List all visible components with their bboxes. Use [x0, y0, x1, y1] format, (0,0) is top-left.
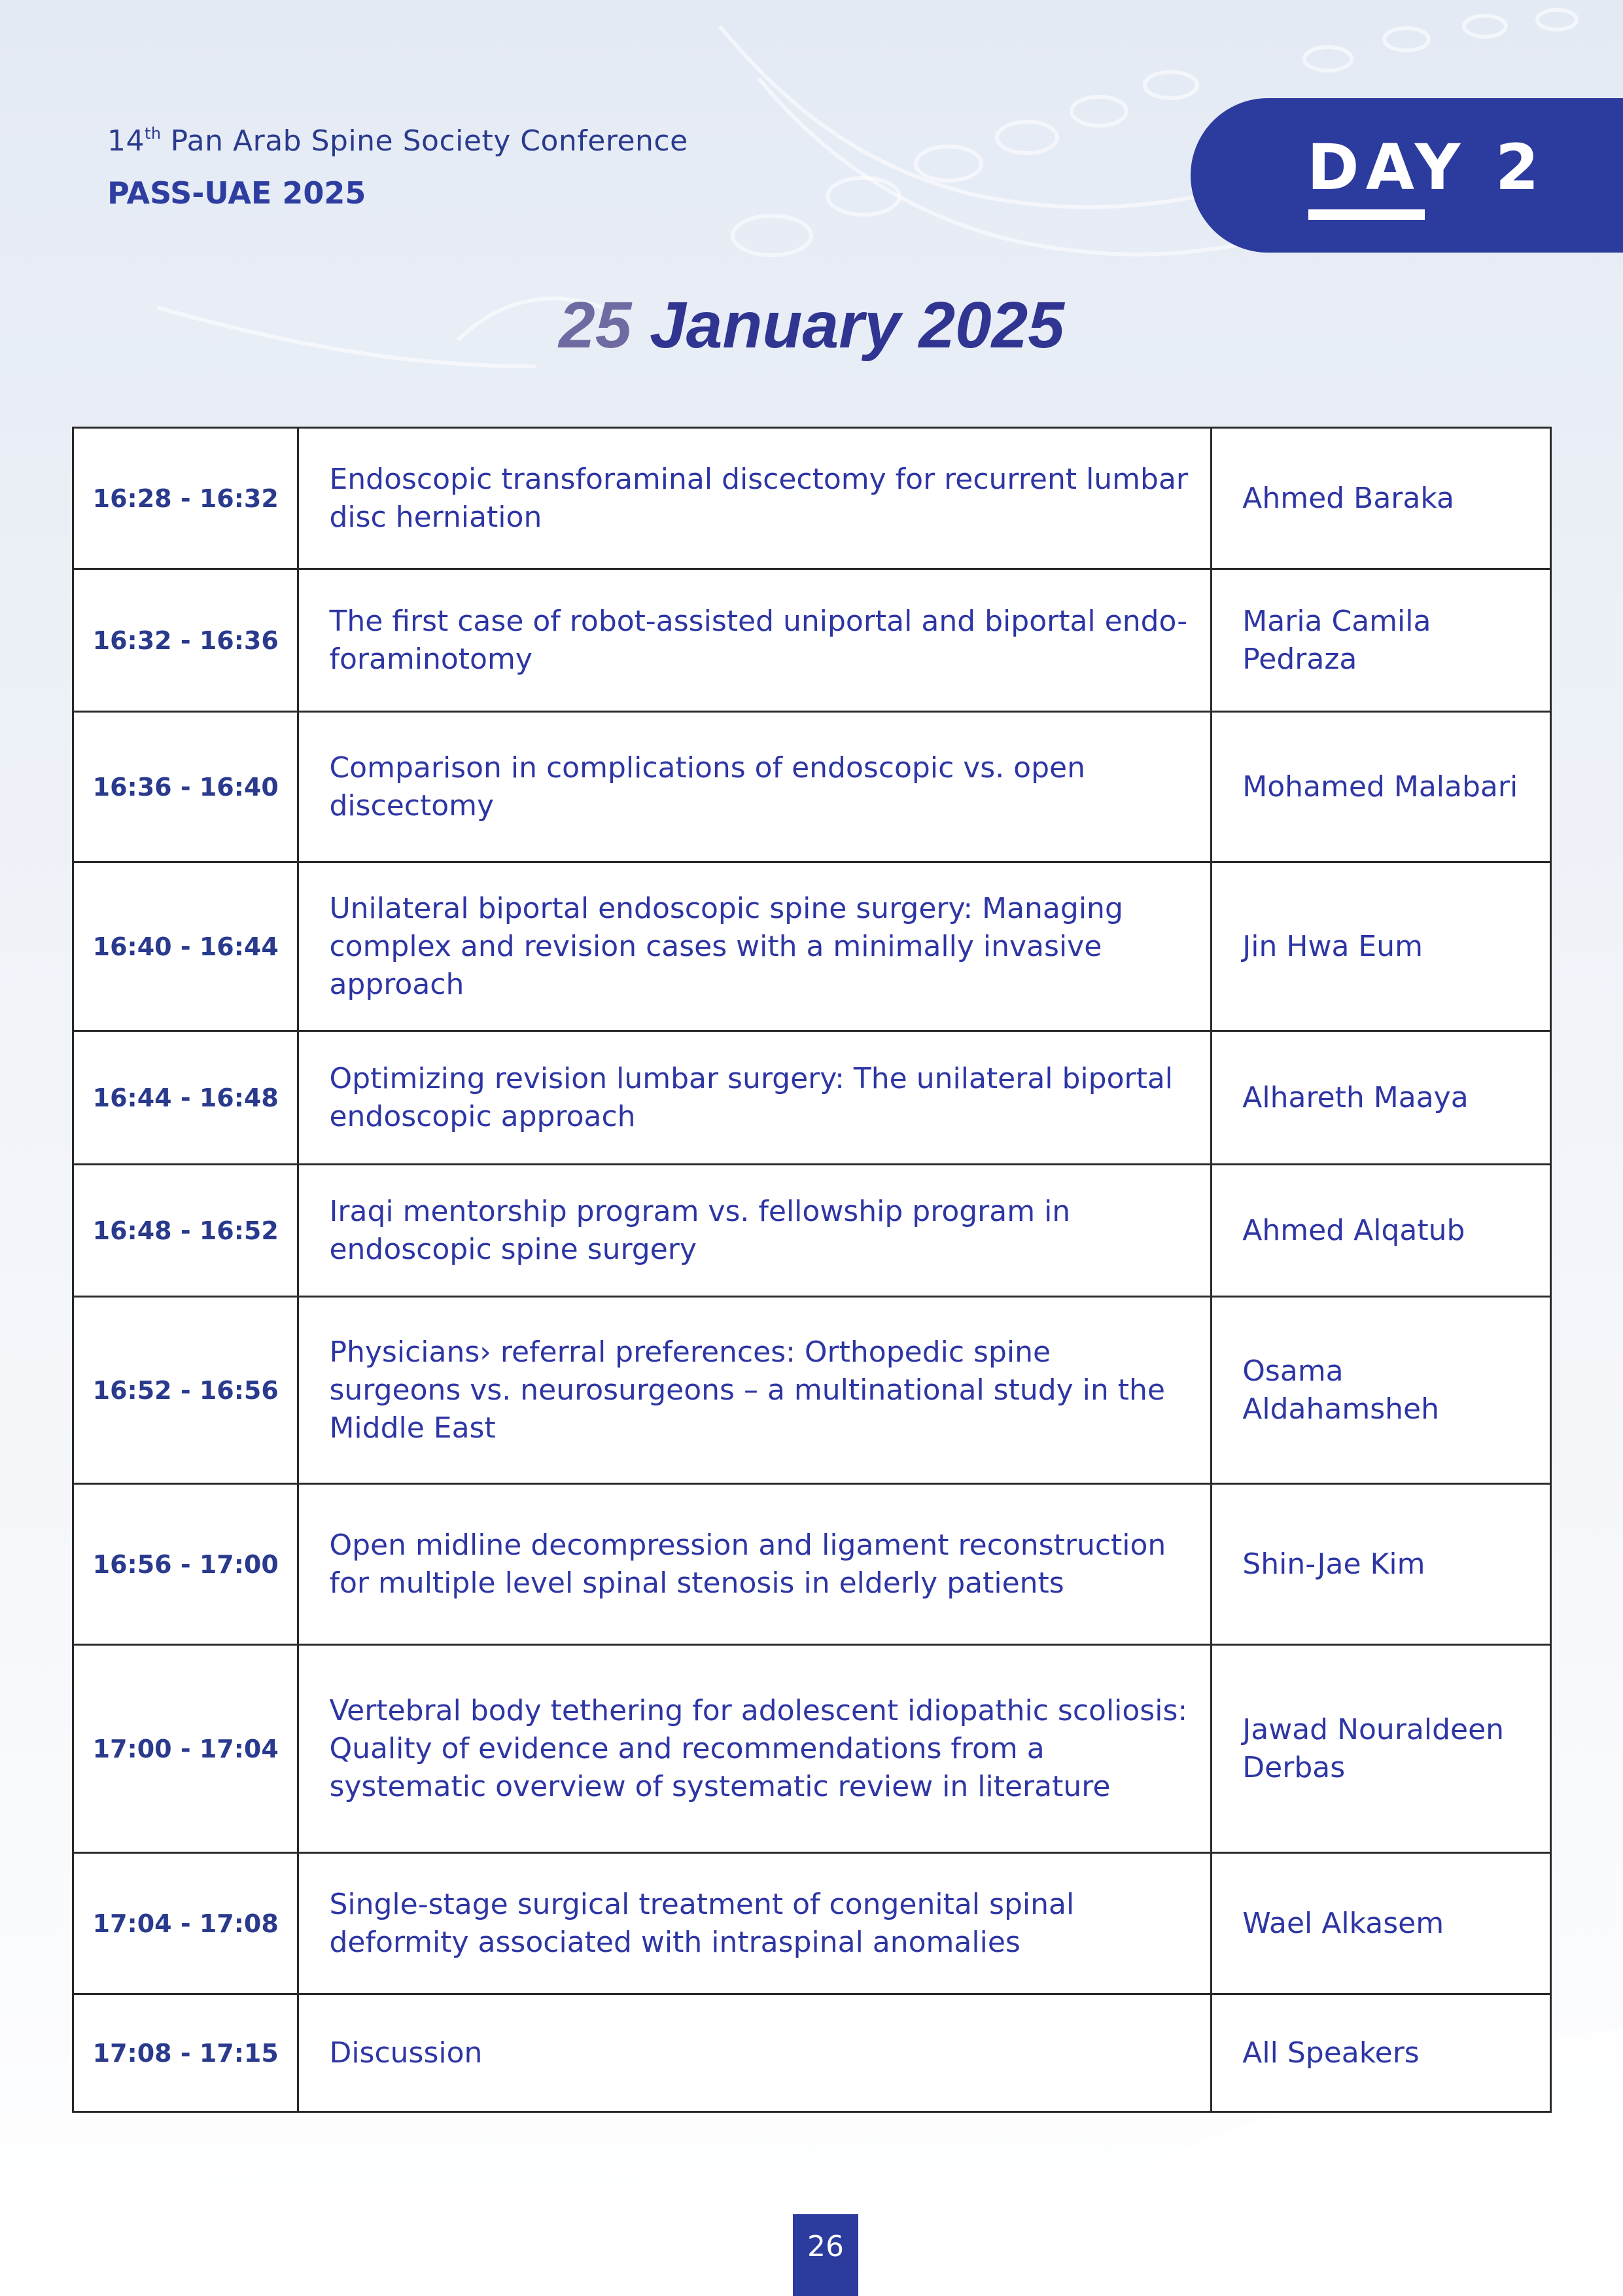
- session-time: 16:44 - 16:48: [73, 1031, 298, 1165]
- session-speaker: All Speakers: [1212, 1994, 1551, 2112]
- session-time: 16:40 - 16:44: [73, 862, 298, 1031]
- table-row: [73, 569, 1551, 712]
- day-label: DAY 2: [1307, 131, 1546, 204]
- schedule-table: [72, 427, 1552, 2113]
- session-title: Iraqi mentorship program vs. fellowship program in endoscopic spine surgery: [298, 1165, 1212, 1297]
- table-row: [73, 1031, 1551, 1165]
- session-title: Endoscopic transforaminal discectomy for recurrent lumbar disc herniation: [298, 428, 1212, 569]
- session-time: 16:36 - 16:40: [73, 712, 298, 862]
- day-underline: [1308, 209, 1425, 220]
- conference-name: Pan Arab Spine Society Conference: [170, 124, 688, 158]
- session-title: Physicians› referral preferences: Orthopedic spine surgeons vs. neurosurgeons – a multinational study in the Middle East: [298, 1297, 1212, 1484]
- conference-number: 14: [107, 124, 145, 158]
- session-speaker: Shin-Jae Kim: [1212, 1484, 1551, 1645]
- session-title: Vertebral body tethering for adolescent idiopathic scoliosis: Quality of evidence and recommendations from a systematic overview of systematic review in literature: [298, 1645, 1212, 1853]
- session-speaker: Maria Camila Pedraza: [1212, 569, 1551, 712]
- date-month-year: January 2025: [650, 289, 1064, 362]
- session-time: 16:56 - 17:00: [73, 1484, 298, 1645]
- session-title: Discussion: [298, 1994, 1212, 2112]
- table-row: [73, 1853, 1551, 1994]
- session-speaker: Mohamed Malabari: [1212, 712, 1551, 862]
- date-title: [0, 288, 1623, 363]
- session-speaker: Jawad Nouraldeen Derbas: [1212, 1645, 1551, 1853]
- table-row: [73, 428, 1551, 569]
- conference-title: [107, 124, 688, 158]
- session-title: Optimizing revision lumbar surgery: The unilateral biportal endoscopic approach: [298, 1031, 1212, 1165]
- session-speaker: Jin Hwa Eum: [1212, 862, 1551, 1031]
- session-time: 17:04 - 17:08: [73, 1853, 298, 1994]
- table-row: [73, 1297, 1551, 1484]
- session-time: 16:52 - 16:56: [73, 1297, 298, 1484]
- table-row: [73, 1994, 1551, 2112]
- session-speaker: Alhareth Maaya: [1212, 1031, 1551, 1165]
- table-row: [73, 1165, 1551, 1297]
- session-title: Comparison in complications of endoscopic vs. open discectomy: [298, 712, 1212, 862]
- session-speaker: Wael Alkasem: [1212, 1853, 1551, 1994]
- session-title: The first case of robot-assisted uniportal and biportal endo-foraminotomy: [298, 569, 1212, 712]
- table-row: [73, 862, 1551, 1031]
- session-time: 16:32 - 16:36: [73, 569, 298, 712]
- session-title: Unilateral biportal endoscopic spine surgery: Managing complex and revision cases with a minimally invasive approach: [298, 862, 1212, 1031]
- session-speaker: Ahmed Alqatub: [1212, 1165, 1551, 1297]
- session-time: 17:00 - 17:04: [73, 1645, 298, 1853]
- conference-ordinal: th: [145, 124, 162, 143]
- session-speaker: Ahmed Baraka: [1212, 428, 1551, 569]
- date-day: 25: [559, 289, 632, 362]
- session-title: Single-stage surgical treatment of congenital spinal deformity associated with intraspinal anomalies: [298, 1853, 1212, 1994]
- table-row: [73, 712, 1551, 862]
- page-number: 26: [793, 2214, 858, 2296]
- session-title: Open midline decompression and ligament reconstruction for multiple level spinal stenosis in elderly patients: [298, 1484, 1212, 1645]
- session-time: 16:48 - 16:52: [73, 1165, 298, 1297]
- table-row: [73, 1645, 1551, 1853]
- session-speaker: Osama Aldahamsheh: [1212, 1297, 1551, 1484]
- session-time: 17:08 - 17:15: [73, 1994, 298, 2112]
- event-code: PASS-UAE 2025: [107, 175, 366, 211]
- table-row: [73, 1484, 1551, 1645]
- session-time: 16:28 - 16:32: [73, 428, 298, 569]
